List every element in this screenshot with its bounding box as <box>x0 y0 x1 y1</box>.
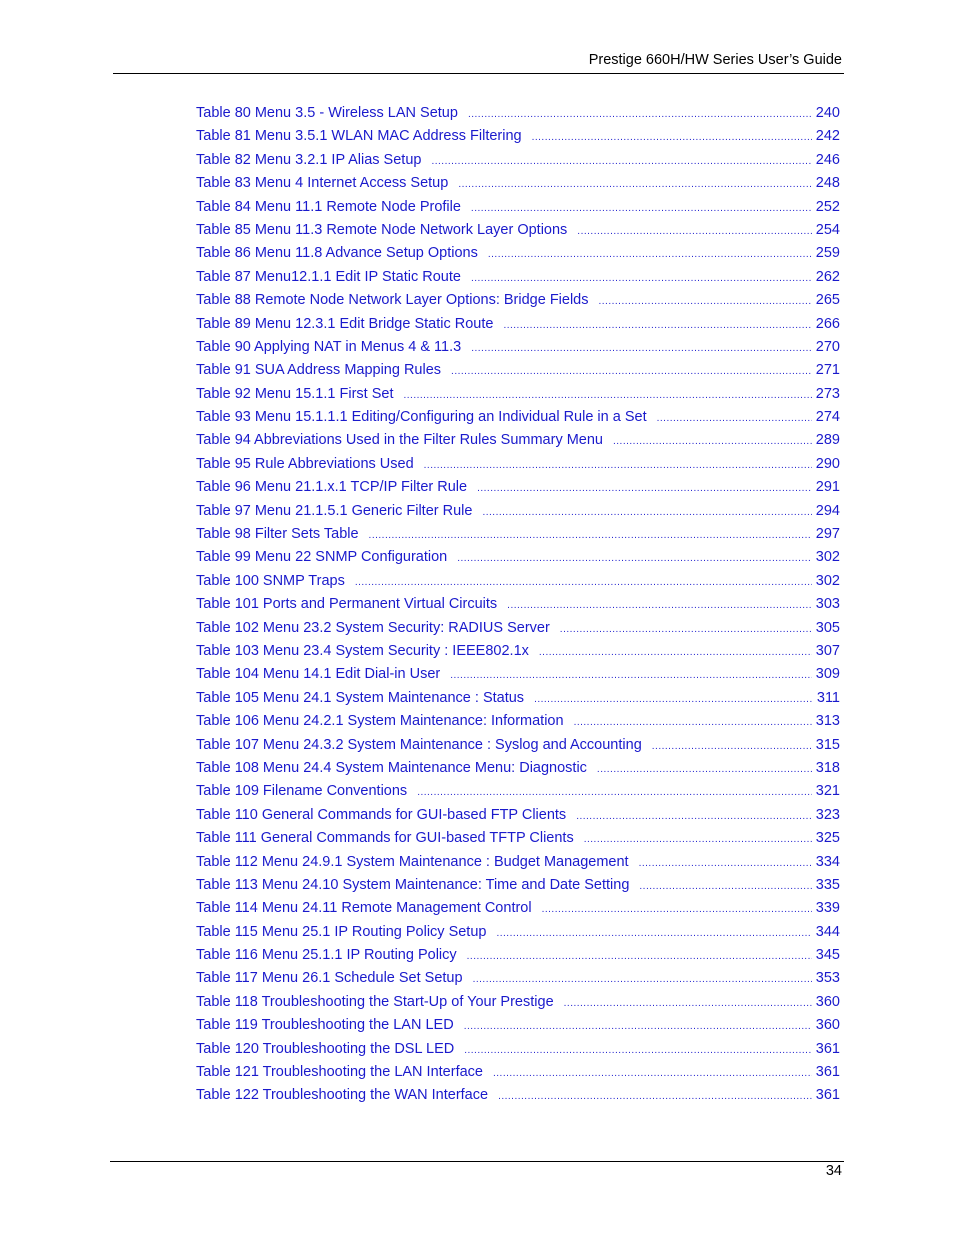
toc-entry-label: Table 120 Troubleshooting the DSL LED <box>196 1040 455 1057</box>
toc-entry-label: Table 85 Menu 11.3 Remote Node Network Layer Options <box>196 221 568 238</box>
toc-entry-label: Table 106 Menu 24.2.1 System Maintenance: Information <box>196 713 564 730</box>
toc-entry-page: 294 <box>815 502 840 519</box>
dot-leader <box>403 391 811 401</box>
toc-entry-label: Table 81 Menu 3.5.1 WLAN MAC Address Filtering <box>196 128 522 145</box>
dot-leader <box>597 765 812 775</box>
dot-leader <box>498 1092 812 1102</box>
toc-entry-link[interactable] <box>196 222 840 245</box>
toc-entry-page: 297 <box>815 526 840 543</box>
toc-entry-link[interactable] <box>196 643 840 666</box>
toc-entry-label: Table 95 Rule Abbreviations Used <box>196 455 414 472</box>
toc-entry-link[interactable] <box>196 1017 840 1040</box>
toc-entry-page: 334 <box>815 853 840 870</box>
toc-entry-page: 262 <box>815 268 840 285</box>
toc-entry-link[interactable] <box>196 1087 840 1110</box>
toc-entry-label: Table 90 Applying NAT in Menus 4 & 11.3 <box>196 338 462 355</box>
toc-entry-page: 361 <box>815 1087 840 1104</box>
dot-leader <box>584 835 812 845</box>
toc-entry-page: 313 <box>815 713 840 730</box>
toc-entry-page: 339 <box>815 900 840 917</box>
toc-entry-link[interactable] <box>196 1041 840 1064</box>
dot-leader <box>542 905 812 915</box>
dot-leader <box>652 742 812 752</box>
toc-entry-link[interactable] <box>196 666 840 689</box>
toc-entry-page: 361 <box>815 1064 840 1081</box>
toc-entry-link[interactable] <box>196 783 840 806</box>
toc-entry-label: Table 93 Menu 15.1.1.1 Editing/Configuring an Individual Rule in a Set <box>196 409 647 426</box>
toc-entry-page: 323 <box>815 806 840 823</box>
dot-leader <box>471 204 812 214</box>
dot-leader <box>493 1069 812 1079</box>
toc-entry-link[interactable] <box>196 596 840 619</box>
toc-entry-label: Table 102 Menu 23.2 System Security: RADIUS Server <box>196 619 550 636</box>
toc-entry-page: 345 <box>815 947 840 964</box>
toc-entry-page: 242 <box>815 128 840 145</box>
toc-entry-page: 303 <box>815 596 840 613</box>
toc-entry-link[interactable] <box>196 713 840 736</box>
dot-leader <box>477 484 812 494</box>
toc-entry-link[interactable] <box>196 1064 840 1087</box>
dot-leader <box>355 578 812 588</box>
toc-entry-label: Table 101 Ports and Permanent Virtual Circuits <box>196 596 498 613</box>
toc-entry-page: 321 <box>815 783 840 800</box>
toc-entry-label: Table 94 Abbreviations Used in the Filter Rules Summary Menu <box>196 432 603 449</box>
toc-entry-link[interactable] <box>196 479 840 502</box>
toc-entry-label: Table 113 Menu 24.10 System Maintenance: Time and Date Setting <box>196 876 630 893</box>
toc-entry-link[interactable] <box>196 573 840 596</box>
dot-leader <box>507 601 812 611</box>
toc-entry-label: Table 83 Menu 4 Internet Access Setup <box>196 175 449 192</box>
toc-entry-link[interactable] <box>196 760 840 783</box>
toc-entry-label: Table 122 Troubleshooting the WAN Interface <box>196 1087 489 1104</box>
toc-entry-page: 305 <box>815 619 840 636</box>
dot-leader <box>639 882 811 892</box>
toc-entry-link[interactable] <box>196 362 840 385</box>
toc-entry-link[interactable] <box>196 830 840 853</box>
toc-entry-link[interactable] <box>196 432 840 455</box>
toc-entry-link[interactable] <box>196 269 840 292</box>
toc-entry-page: 360 <box>815 993 840 1010</box>
toc-entry-label: Table 109 Filename Conventions <box>196 783 408 800</box>
toc-entry-label: Table 115 Menu 25.1 IP Routing Policy Setup <box>196 923 487 940</box>
toc-entry-label: Table 119 Troubleshooting the LAN LED <box>196 1017 454 1034</box>
toc-entry-page: 274 <box>815 409 840 426</box>
toc-entry-label: Table 80 Menu 3.5 - Wireless LAN Setup <box>196 105 458 121</box>
toc-entry-page: 266 <box>815 315 840 332</box>
running-header-title: Prestige 660H/HW Series User’s Guide <box>588 52 842 68</box>
toc-entry-label: Table 100 SNMP Traps <box>196 572 345 589</box>
toc-entry-link[interactable] <box>196 386 840 409</box>
dot-leader <box>577 227 812 237</box>
toc-entry-label: Table 104 Menu 14.1 Edit Dial-in User <box>196 666 441 683</box>
header-divider <box>113 73 844 74</box>
toc-entry-label: Table 91 SUA Address Mapping Rules <box>196 362 442 379</box>
toc-entry-page: 246 <box>815 151 840 168</box>
toc-entry-link[interactable] <box>196 690 840 713</box>
toc-entry-link[interactable] <box>196 128 840 151</box>
dot-leader <box>471 344 812 354</box>
toc-entry-link[interactable] <box>196 947 840 970</box>
dot-leader <box>467 952 812 962</box>
toc-entry-link[interactable] <box>196 526 840 549</box>
toc-entry-link[interactable] <box>196 292 840 315</box>
toc-entry-label: Table 88 Remote Node Network Layer Options: Bridge Fields <box>196 292 589 309</box>
toc-entry-link[interactable] <box>196 503 840 526</box>
toc-entry-label: Table 98 Filter Sets Table <box>196 526 359 543</box>
toc-entry-page: 265 <box>815 292 840 309</box>
toc-entry-label: Table 99 Menu 22 SNMP Configuration <box>196 549 448 566</box>
table-of-contents <box>196 105 840 1111</box>
toc-entry-label: Table 87 Menu12.1.1 Edit IP Static Route <box>196 268 461 285</box>
toc-entry-link[interactable] <box>196 316 840 339</box>
toc-entry-label: Table 114 Menu 24.11 Remote Management Control <box>196 900 532 917</box>
dot-leader <box>639 859 812 869</box>
dot-leader <box>424 461 812 471</box>
page-number: 34 <box>825 1163 842 1179</box>
dot-leader <box>417 788 812 798</box>
toc-entry-label: Table 118 Troubleshooting the Start-Up of Your Prestige <box>196 993 554 1010</box>
toc-entry-page: 307 <box>815 642 840 659</box>
toc-entry-page: 273 <box>815 385 840 402</box>
toc-entry-link[interactable] <box>196 456 840 479</box>
toc-entry-link[interactable] <box>196 924 840 947</box>
toc-entry-page: 325 <box>815 830 840 847</box>
toc-entry-label: Table 108 Menu 24.4 System Maintenance Menu: Diagnostic <box>196 759 587 776</box>
toc-entry-link[interactable] <box>196 854 840 877</box>
toc-entry-page: 315 <box>815 736 840 753</box>
toc-entry-page: 270 <box>815 338 840 355</box>
toc-entry-label: Table 82 Menu 3.2.1 IP Alias Setup <box>196 151 422 168</box>
dot-leader <box>532 133 812 143</box>
toc-entry-link[interactable] <box>196 900 840 923</box>
toc-entry-label: Table 86 Menu 11.8 Advance Setup Options <box>196 245 478 262</box>
toc-entry-label: Table 111 General Commands for GUI-based TFTP Clients <box>196 830 574 847</box>
toc-entry-link[interactable] <box>196 620 840 643</box>
toc-entry-label: Table 92 Menu 15.1.1 First Set <box>196 385 394 402</box>
toc-entry-link[interactable] <box>196 549 840 572</box>
toc-entry-page: 290 <box>815 455 840 472</box>
toc-entry-label: Table 89 Menu 12.3.1 Edit Bridge Static Route <box>196 315 494 332</box>
toc-entry-page: 318 <box>815 759 840 776</box>
toc-entry-page: 248 <box>815 175 840 192</box>
dot-leader <box>564 999 812 1009</box>
toc-entry-link[interactable] <box>196 199 840 222</box>
toc-entry-label: Table 112 Menu 24.9.1 System Maintenance : Budget Management <box>196 853 629 870</box>
toc-entry-label: Table 110 General Commands for GUI-based FTP Clients <box>196 806 567 823</box>
toc-entry-label: Table 105 Menu 24.1 System Maintenance : Status <box>196 689 525 706</box>
toc-entry-page: 344 <box>815 923 840 940</box>
toc-entry-page: 361 <box>815 1040 840 1057</box>
toc-entry-label: Table 117 Menu 26.1 Schedule Set Setup <box>196 970 463 987</box>
dot-leader <box>457 554 812 564</box>
toc-entry-link[interactable] <box>196 409 840 432</box>
toc-entry-link[interactable] <box>196 175 840 198</box>
dot-leader <box>482 508 811 518</box>
toc-entry-link[interactable] <box>196 807 840 830</box>
toc-entry-link[interactable] <box>196 339 840 362</box>
dot-leader <box>450 671 812 681</box>
toc-entry-link[interactable] <box>196 152 840 175</box>
toc-entry-link[interactable] <box>196 970 840 993</box>
toc-entry-link[interactable] <box>196 245 840 268</box>
dot-leader <box>496 929 811 939</box>
toc-entry-link[interactable] <box>196 994 840 1017</box>
toc-entry-link[interactable] <box>196 737 840 760</box>
dot-leader <box>464 1046 812 1056</box>
toc-entry-page: 259 <box>815 245 840 262</box>
dot-leader <box>503 321 811 331</box>
toc-entry-label: Table 96 Menu 21.1.x.1 TCP/IP Filter Rule <box>196 479 468 496</box>
dot-leader <box>468 110 812 120</box>
toc-entry-page: 240 <box>815 105 840 121</box>
dot-leader <box>458 180 811 190</box>
toc-entry-page: 254 <box>815 221 840 238</box>
toc-entry-page: 360 <box>815 1017 840 1034</box>
toc-entry-label: Table 121 Troubleshooting the LAN Interface <box>196 1064 483 1081</box>
toc-entry-label: Table 107 Menu 24.3.2 System Maintenance : Syslog and Accounting <box>196 736 642 753</box>
toc-entry-page: 271 <box>815 362 840 379</box>
dot-leader <box>613 437 812 447</box>
toc-entry-page: 252 <box>815 198 840 215</box>
dot-leader <box>451 367 812 377</box>
toc-entry-page: 302 <box>815 572 840 589</box>
toc-entry-label: Table 103 Menu 23.4 System Security : IEEE802.1x <box>196 642 529 659</box>
dot-leader <box>560 625 812 635</box>
dot-leader <box>539 648 812 658</box>
toc-entry-page: 291 <box>815 479 840 496</box>
dot-leader <box>471 274 812 284</box>
dot-leader <box>534 695 813 705</box>
toc-entry-page: 289 <box>815 432 840 449</box>
dot-leader <box>369 531 812 541</box>
dot-leader <box>574 718 812 728</box>
toc-entry-label: Table 84 Menu 11.1 Remote Node Profile <box>196 198 461 215</box>
dot-leader <box>657 414 812 424</box>
toc-entry-link[interactable] <box>196 105 840 128</box>
dot-leader <box>431 157 811 167</box>
toc-entry-page: 309 <box>815 666 840 683</box>
toc-entry-page: 335 <box>815 876 840 893</box>
toc-entry-page: 311 <box>816 689 840 706</box>
footer-divider <box>110 1161 844 1162</box>
dot-leader <box>488 250 812 260</box>
dot-leader <box>599 297 812 307</box>
toc-entry-link[interactable] <box>196 877 840 900</box>
dot-leader <box>464 1022 812 1032</box>
toc-entry-label: Table 97 Menu 21.1.5.1 Generic Filter Rule <box>196 502 473 519</box>
dot-leader <box>473 975 812 985</box>
dot-leader <box>576 812 812 822</box>
toc-entry-page: 353 <box>815 970 840 987</box>
toc-entry-label: Table 116 Menu 25.1.1 IP Routing Policy <box>196 947 457 964</box>
toc-entry-page: 302 <box>815 549 840 566</box>
